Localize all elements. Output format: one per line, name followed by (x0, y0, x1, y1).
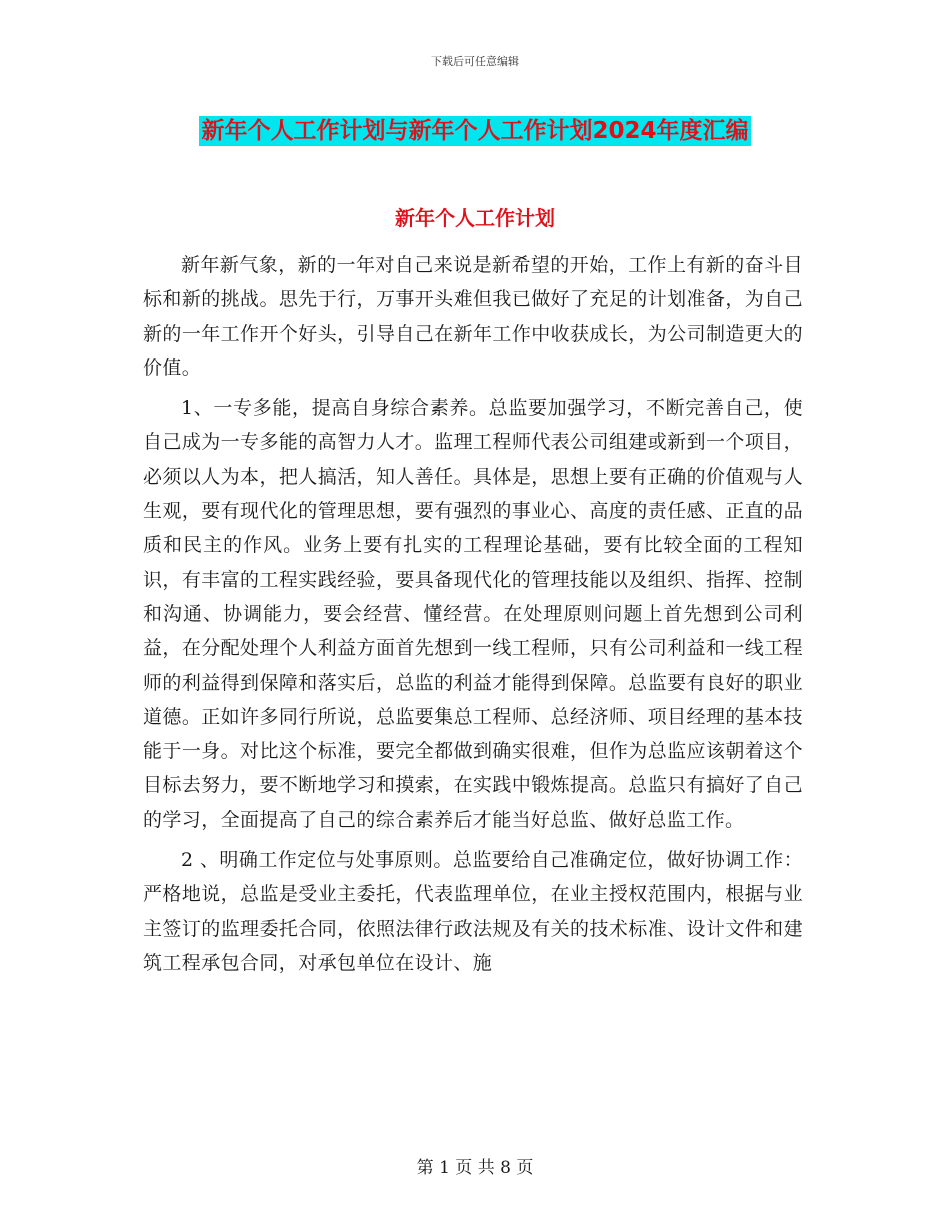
section-title: 新年个人工作计划 (395, 206, 555, 230)
header-note: 下载后可任意编辑 (431, 55, 519, 68)
page-footer: 第 1 页 共 8 页 (416, 1158, 534, 1178)
paragraph-point-2: 2 、明确工作定位与处事原则。总监要给自己准确定位，做好协调工作：严格地说，总监是受业主委托，代表监理单位，在业主授权范围内，根据与业主签订的监理委托合同，依照法律行政法规及有关的技术标准、设计文件和建筑工程承包合同，对承包单位在设计、施 (143, 849, 803, 974)
paragraph-intro: 新年新气象，新的一年对自己来说是新希望的开始，工作上有新的奋斗目标和新的挑战。思先于行，万事开头难但我已做好了充足的计划准备，为自己新的一年工作开个好头，引导自己在新年工作中收获成长，为公司制造更大的价值。 (143, 254, 803, 379)
document-title: 新年个人工作计划与新年个人工作计划2024年度汇编 (201, 118, 749, 144)
document-body (143, 248, 803, 986)
paragraph-point-1: 1、一专多能，提高自身综合素养。总监要加强学习，不断完善自己，使自己成为一专多能的高智力人才。监理工程师代表公司组建或新到一个项目，必须以人为本，把人搞活，知人善任。具体是，思想上要有正确的价值观与人生观，要有现代化的管理思想，要有强烈的事业心、高度的责任感、正直的品质和民主的作风。业务上要有扎实的工程理论基础，要有比较全面的工程知识，有丰富的工程实践经验，要具备现代化的管理技能以及组织、指挥、控制和沟通、协调能力，要会经营、懂经营。在处理原则问题上首先想到公司利益，在分配处理个人利益方面首先想到一线工程师，只有公司利益和一线工程师的利益得到保障和落实后，总监的利益才能得到保障。总监要有良好的职业道德。正如许多同行所说，总监要集总工程师、总经济师、项目经理的基本技能于一身。对比这个标准，要完全都做到确实很难，但作为总监应该朝着这个目标去努力，要不断地学习和摸索，在实践中锻炼提高。总监只有搞好了自己的学习，全面提高了自己的综合素养后才能当好总监、做好总监工作。 (143, 397, 803, 831)
document-title-wrapper (0, 116, 950, 146)
